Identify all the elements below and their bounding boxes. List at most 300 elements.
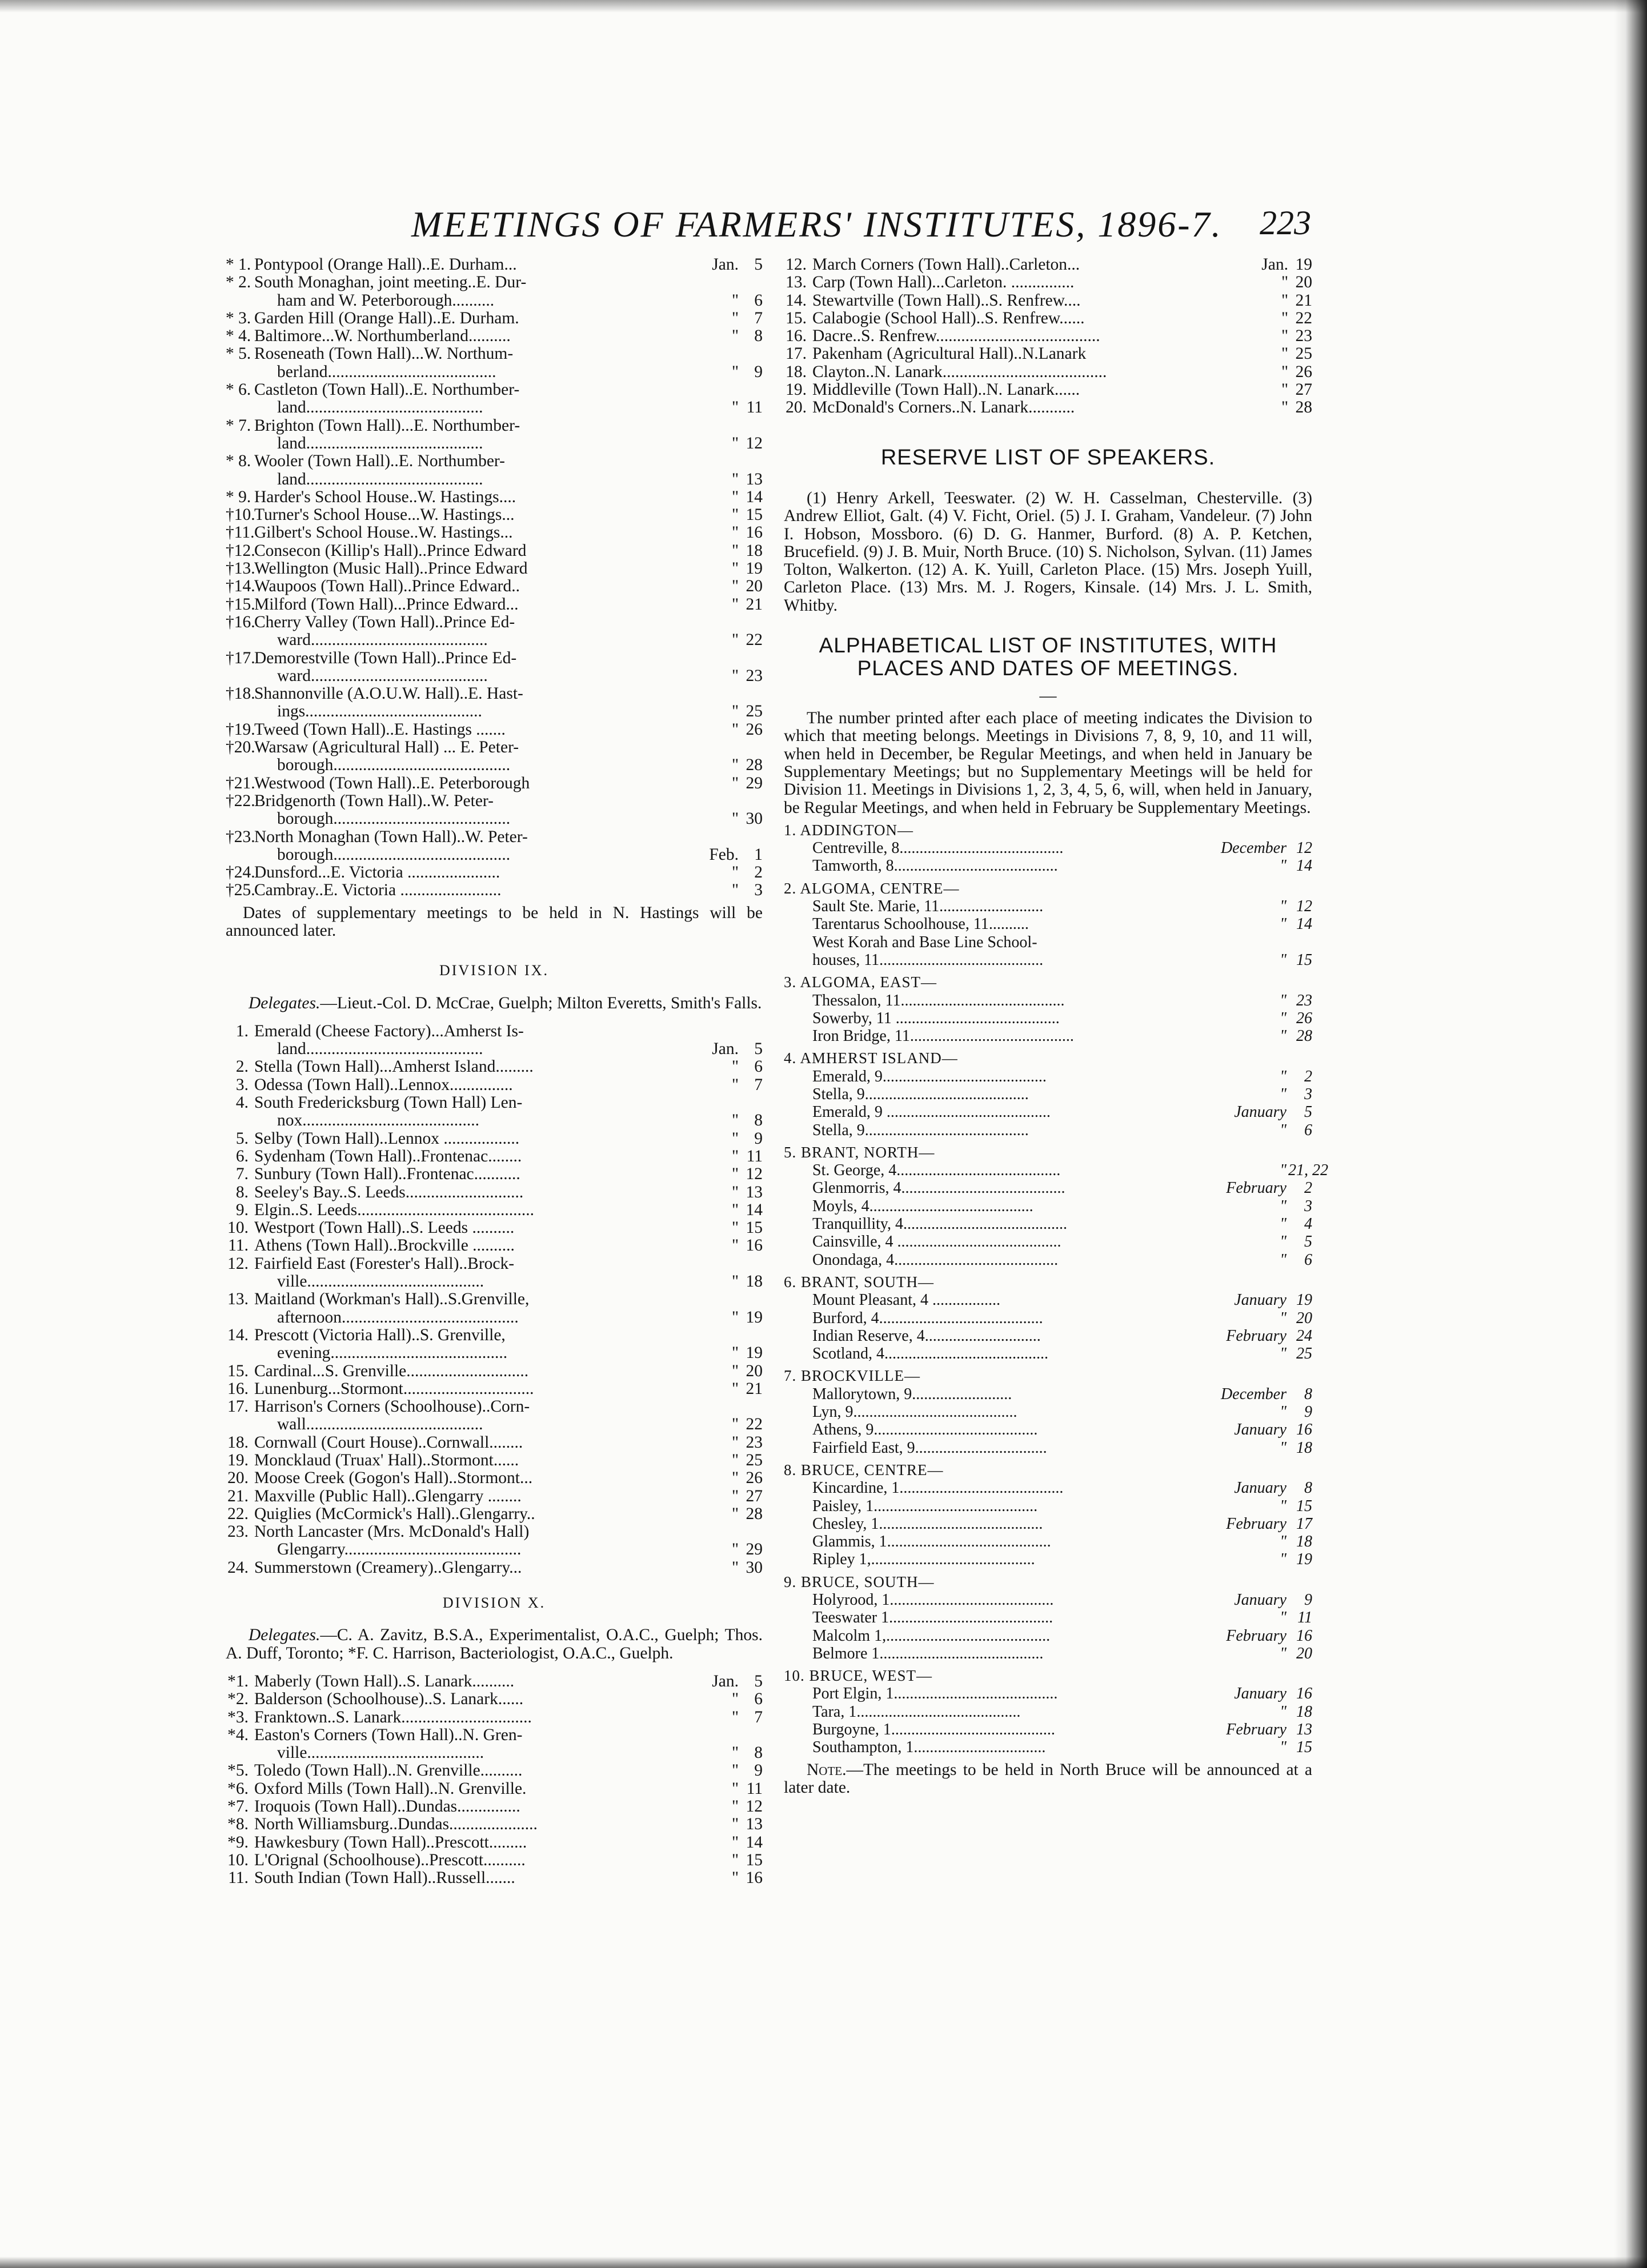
institute-place-row: [784, 1103, 1312, 1121]
institute-place-row: [784, 1121, 1312, 1139]
place-day: 19: [1296, 1291, 1312, 1309]
meeting-month: ": [731, 1690, 739, 1709]
meeting-row: [226, 1505, 763, 1523]
meeting-number: 13.: [227, 1291, 249, 1309]
place-name: Belmore 1.........................................: [812, 1644, 1044, 1662]
meeting-place: Sunbury (Town Hall)..Frontenac...........: [254, 1165, 520, 1184]
place-month: February: [1226, 1514, 1287, 1533]
meeting-row: [226, 1452, 763, 1469]
meeting-month: ": [731, 309, 739, 327]
meeting-month: ": [731, 881, 739, 900]
place-month: ": [1280, 1251, 1287, 1269]
delegates-text: —C. A. Zavitz, B.S.A., Experimentalist, O.A.C., Guelph; Thos. A. Duff, Toronto; *F. C. Harrison, Bacteriologist, O.A.C., Guelph.: [226, 1626, 763, 1662]
institute-place-row: [784, 1027, 1312, 1045]
institute-group: [784, 1461, 1312, 1569]
meeting-row: [226, 1380, 763, 1398]
place-day: 2: [1304, 1179, 1312, 1197]
meeting-number: 17.: [786, 345, 807, 363]
place-day: 18: [1296, 1438, 1312, 1457]
meeting-day: 30: [746, 810, 763, 828]
meeting-day: 20: [1295, 274, 1312, 292]
meeting-row: [226, 1291, 763, 1308]
place-name: houses, 11.........................................: [812, 951, 1044, 969]
meeting-place: land..........................................: [277, 470, 483, 488]
place-day: 20: [1296, 1309, 1312, 1327]
place-month: ": [1280, 1438, 1287, 1457]
meeting-number: 11.: [228, 1237, 249, 1255]
place-name: Cainsville, 4 .........................................: [812, 1233, 1061, 1251]
place-month: ": [1280, 915, 1287, 933]
meeting-number: †18.: [226, 685, 255, 703]
place-month: ": [1280, 1067, 1287, 1085]
meeting-place: Pontypool (Orange Hall)..E. Durham...: [254, 256, 517, 274]
place-day: 18: [1296, 1702, 1312, 1721]
place-day: 16: [1296, 1626, 1312, 1645]
bruce-north-note: [784, 1761, 1312, 1797]
meeting-place: ings..........................................: [277, 703, 482, 721]
meeting-place: North Lancaster (Mrs. McDonald's Hall): [254, 1523, 530, 1541]
meeting-row: [226, 810, 763, 828]
meeting-number: 3.: [235, 1076, 249, 1094]
meeting-place: Oxford Mills (Town Hall)..N. Grenville.: [254, 1780, 527, 1798]
alphabetical-title-line2: PLACES AND DATES OF MEETINGS.: [857, 656, 1239, 680]
place-month: ": [1280, 1121, 1287, 1139]
alphabetical-list-title: [784, 634, 1312, 680]
meeting-month: ": [731, 1201, 739, 1219]
meeting-month: ": [731, 1308, 739, 1327]
place-day: 3: [1304, 1197, 1312, 1215]
meeting-row: [226, 399, 763, 416]
meeting-place: McDonald's Corners..N. Lanark...........: [812, 399, 1075, 417]
place-month: ": [1280, 897, 1287, 916]
meeting-row: [226, 327, 763, 345]
institute-place-row: [784, 1591, 1312, 1609]
place-name: Sault Ste. Marie, 11..........................: [812, 897, 1044, 916]
institute-name: 8. BRUCE, CENTRE—: [784, 1461, 944, 1478]
meeting-number: 10.: [227, 1219, 249, 1237]
meeting-day: 13: [746, 1183, 763, 1201]
meeting-place: Waupoos (Town Hall)..Prince Edward..: [254, 578, 520, 596]
meeting-place: Turner's School House...W. Hastings...: [254, 506, 515, 524]
meeting-day: 14: [746, 488, 763, 506]
place-name: West Korah and Base Line School-: [812, 933, 1037, 951]
meeting-number: 8.: [235, 1183, 249, 1201]
place-day: 19: [1296, 1550, 1312, 1569]
institute-group: [784, 880, 1312, 969]
institute-place-row: [784, 1421, 1312, 1438]
place-name: Emerald, 9 .........................................: [812, 1103, 1051, 1121]
institute-group: [784, 973, 1312, 1045]
place-month: ": [1280, 1550, 1287, 1569]
place-month: January: [1234, 1479, 1287, 1497]
place-name: Holyrood, 1.........................................: [812, 1591, 1054, 1609]
meeting-place: Baltimore...W. Northumberland..........: [254, 327, 511, 346]
meeting-number: 15.: [227, 1362, 249, 1380]
place-name: Moyls, 4.........................................: [812, 1197, 1033, 1215]
meeting-month: ": [731, 756, 739, 775]
meeting-place: land..........................................: [277, 434, 483, 452]
place-day: 6: [1304, 1251, 1312, 1269]
place-day: 6: [1304, 1121, 1312, 1139]
meeting-place: ward..........................................: [277, 631, 488, 650]
place-month: December: [1220, 1385, 1287, 1403]
division-x-delegates: [226, 1626, 763, 1662]
meeting-place: Middleville (Town Hall)..N. Lanark......: [812, 381, 1080, 399]
meeting-number: 19.: [786, 381, 807, 399]
place-day: 14: [1296, 915, 1312, 933]
meeting-number: * 1.: [226, 256, 251, 274]
meeting-row: [226, 1709, 763, 1726]
meeting-place: Maitland (Workman's Hall)..S.Grenville,: [254, 1291, 530, 1309]
institute-name: 1. ADDINGTON—: [784, 821, 913, 839]
meeting-place: Castleton (Town Hall)..E. Northumber-: [254, 381, 520, 399]
meeting-number: 5.: [235, 1129, 249, 1148]
meeting-place: South Indian (Town Hall)..Russell.......: [254, 1869, 515, 1888]
meeting-month: ": [731, 1780, 739, 1798]
meeting-place: Demorestville (Town Hall)..Prince Ed-: [254, 649, 517, 667]
meeting-month: ": [731, 1273, 739, 1291]
meeting-month: ": [731, 1744, 739, 1762]
meeting-row: [226, 721, 763, 739]
meeting-row: [784, 363, 1312, 381]
place-month: ": [1280, 1702, 1287, 1721]
meeting-number: 16.: [786, 327, 807, 346]
place-name: Emerald, 9.........................................: [812, 1067, 1047, 1085]
meeting-number: * 7.: [226, 416, 251, 435]
meeting-month: ": [731, 1147, 739, 1165]
meeting-number: * 5.: [226, 345, 251, 363]
place-name: Burford, 4.........................................: [812, 1309, 1043, 1327]
meeting-place: Stewartville (Town Hall)..S. Renfrew....: [812, 291, 1081, 310]
place-month: ": [1280, 1161, 1287, 1180]
meeting-place: Westport (Town Hall)..S. Leeds ..........: [254, 1219, 515, 1237]
place-month: ": [1280, 1027, 1287, 1045]
place-month: January: [1234, 1291, 1287, 1309]
meeting-number: †17.: [226, 649, 255, 667]
meeting-row: [226, 1416, 763, 1433]
meeting-place: Wellington (Music Hall)..Prince Edward: [254, 560, 528, 578]
place-month: January: [1234, 1103, 1287, 1121]
reserve-list-title: RESERVE LIST OF SPEAKERS.: [880, 445, 1216, 470]
meeting-row: [226, 1237, 763, 1255]
meeting-number: * 3.: [226, 309, 251, 327]
meeting-place: Cornwall (Court House)..Cornwall........: [254, 1433, 523, 1452]
meeting-row: [226, 650, 763, 667]
place-day: 23: [1296, 991, 1312, 1009]
place-name: Malcolm 1,.........................................: [812, 1626, 1051, 1645]
meeting-month: ": [1281, 399, 1288, 417]
meeting-row: [226, 1541, 763, 1558]
meeting-day: 14: [746, 1201, 763, 1219]
place-name: Iron Bridge, 11.........................................: [812, 1027, 1074, 1045]
meeting-place: South Monaghan, joint meeting..E. Dur-: [254, 274, 527, 292]
meeting-row: [226, 1058, 763, 1076]
meeting-number: †25.: [226, 881, 255, 900]
meeting-month: ": [731, 1505, 739, 1523]
place-day: 16: [1296, 1685, 1312, 1703]
meeting-month: ": [731, 774, 739, 792]
meeting-row: [226, 488, 763, 506]
meeting-row: [226, 703, 763, 720]
meeting-number: *7.: [227, 1798, 249, 1816]
place-name: Thessalon, 11.........................................: [812, 991, 1065, 1009]
meeting-row: [226, 792, 763, 810]
meeting-row: [226, 1184, 763, 1201]
institute-group: [784, 1573, 1312, 1662]
meeting-day: 23: [746, 667, 763, 685]
place-month: ": [1280, 1403, 1287, 1421]
institute-place-row: [784, 933, 1312, 951]
place-month: February: [1226, 1179, 1287, 1197]
meeting-month: ": [731, 488, 739, 506]
meeting-row: [226, 739, 763, 756]
meeting-month: ": [731, 327, 739, 346]
institute-place-row: [784, 1497, 1312, 1515]
meeting-number: 9.: [235, 1201, 249, 1219]
meeting-row: [226, 1165, 763, 1183]
meeting-day: 25: [1295, 345, 1312, 363]
page-title: MEETINGS OF FARMERS' INSTITUTES, 1896-7.: [411, 204, 1223, 245]
meeting-row: [226, 1744, 763, 1762]
meeting-place: Seeley's Bay..S. Leeds............................: [254, 1183, 524, 1201]
meeting-month: ": [731, 524, 739, 542]
meeting-row: [226, 524, 763, 542]
meeting-day: 5: [754, 1672, 763, 1690]
meeting-day: 25: [746, 703, 763, 721]
meeting-row: [226, 881, 763, 899]
reserve-list-text: (1) Henry Arkell, Teeswater. (2) W. H. Casselman, Chesterville. (3) Andrew Elliot, Galt. (4) V. Ficht, Oriel. (5) J. I. Graham, Vandeleur. (7) John I. Hobson, Mossboro. (6) D. G. Hanmer, Burford. (8) A. P. Ketchen, Brucefield. (9) J. B. Muir, North Bruce. (10) S. Nicholson, Sylvan. (11) James Tolton, Walkerton. (12) A. K. Yuill, Carleton Place. (15) Mrs. Joseph Yuill, Carleton Place. (13) Mrs. M. J. Rogers, Kinsale. (14) Mrs. J. L. Smith, Whitby.: [784, 488, 1312, 615]
meeting-place: Bridgenorth (Town Hall)..W. Peter-: [254, 792, 494, 810]
place-day: 3: [1304, 1085, 1312, 1103]
meeting-month: ": [731, 1219, 739, 1237]
meeting-month: ": [731, 1433, 739, 1452]
meeting-day: 7: [754, 1076, 763, 1094]
meeting-month: ": [731, 1833, 739, 1852]
place-name: Mallorytown, 9.........................: [812, 1385, 1012, 1403]
institute-place-row: [784, 1161, 1328, 1180]
institute-place-row: [784, 1385, 1312, 1403]
meeting-day: 22: [1295, 309, 1312, 327]
meeting-number: *6.: [227, 1780, 249, 1798]
meeting-row: [226, 1762, 763, 1780]
meeting-row: [226, 381, 763, 399]
place-name: Tarentarus Schoolhouse, 11..........: [812, 915, 1029, 933]
institute-group: [784, 1143, 1328, 1269]
meeting-row: [226, 596, 763, 614]
meeting-day: 26: [746, 720, 763, 739]
meeting-place: Harrison's Corners (Schoolhouse)..Corn-: [254, 1398, 530, 1416]
meeting-row: [784, 292, 1312, 310]
meeting-row: [226, 1469, 763, 1487]
meeting-place: North Williamsburg..Dundas.....................: [254, 1816, 538, 1834]
place-name: Sowerby, 11 .........................................: [812, 1009, 1060, 1027]
meeting-row: [784, 345, 1312, 363]
meeting-number: 11.: [228, 1869, 249, 1888]
meeting-day: 8: [754, 327, 763, 346]
meeting-number: 2.: [235, 1058, 249, 1076]
meeting-month: ": [731, 1076, 739, 1094]
meeting-day: 29: [746, 774, 763, 792]
meeting-place: land..........................................: [277, 399, 483, 417]
meeting-month: ": [731, 1541, 739, 1559]
meeting-place: Balderson (Schoolhouse)..S. Lanark......: [254, 1690, 524, 1709]
meeting-number: 14.: [227, 1326, 249, 1344]
meeting-month: Jan.: [1261, 256, 1288, 274]
meeting-number: 17.: [227, 1398, 249, 1416]
meeting-number: †16.: [226, 613, 255, 631]
institute-place-row: [784, 1403, 1312, 1421]
place-month: January: [1234, 1591, 1287, 1609]
meeting-day: 23: [1295, 327, 1312, 346]
place-name: Ripley 1,.........................................: [812, 1550, 1035, 1569]
meeting-place: Carp (Town Hall)...Carleton. ...............: [812, 274, 1075, 292]
place-name: Onondaga, 4.........................................: [812, 1251, 1059, 1269]
institutes-list: [784, 821, 1328, 1757]
meeting-place: evening..........................................: [277, 1344, 508, 1363]
place-day: 16: [1296, 1421, 1312, 1439]
meeting-place: Franktown..S. Lanark...............................: [254, 1708, 532, 1726]
place-day: 28: [1296, 1027, 1312, 1045]
meeting-place: Calabogie (School Hall)..S. Renfrew......: [812, 309, 1085, 327]
meeting-place: Iroquois (Town Hall)..Dundas...............: [254, 1798, 520, 1816]
meeting-month: ": [731, 1558, 739, 1577]
institute-name: 7. BROCKVILLE—: [784, 1367, 920, 1385]
meeting-place: borough..........................................: [277, 756, 511, 775]
meeting-number: *8.: [227, 1816, 249, 1834]
division-x-continued-meetings: [784, 256, 1312, 417]
meeting-day: 26: [746, 1469, 763, 1488]
meeting-place: ville..........................................: [277, 1744, 484, 1762]
meeting-day: 5: [754, 1040, 763, 1059]
meeting-day: 30: [746, 1558, 763, 1577]
meeting-row: [226, 1726, 763, 1744]
place-day: 12: [1296, 897, 1312, 916]
meeting-day: 9: [754, 363, 763, 381]
place-month: ": [1280, 1497, 1287, 1515]
institute-name: 3. ALGOMA, EAST—: [784, 973, 937, 991]
meeting-day: 9: [754, 1762, 763, 1780]
left-column: [226, 256, 763, 1888]
supplementary-note: Dates of supplementary meetings to be held in N. Hastings will be announced later.: [226, 903, 763, 940]
meeting-number: 24.: [227, 1558, 249, 1577]
meeting-month: Jan.: [712, 1040, 739, 1059]
meeting-day: 9: [754, 1129, 763, 1148]
meeting-number: *1.: [227, 1672, 249, 1690]
meeting-number: †22.: [226, 792, 255, 810]
meeting-row: [226, 1398, 763, 1416]
meeting-row: [226, 542, 763, 560]
meeting-row: [226, 292, 763, 310]
meeting-month: ": [731, 1112, 739, 1130]
place-month: ": [1280, 1644, 1287, 1662]
meeting-day: 15: [746, 1851, 763, 1869]
institute-place-row: [784, 1515, 1312, 1533]
place-name: Port Elgin, 1.........................................: [812, 1685, 1058, 1703]
division-viii-meetings: [226, 256, 763, 900]
meeting-day: 28: [746, 756, 763, 775]
meeting-month: ": [731, 1869, 739, 1888]
meeting-number: 12.: [786, 256, 807, 274]
meeting-place: Maxville (Public Hall)..Glengarry ........: [254, 1487, 522, 1505]
meeting-number: 12.: [227, 1255, 249, 1273]
note-label: Note.: [807, 1760, 847, 1779]
meeting-row: [226, 1363, 763, 1380]
note-text: —The meetings to be held in North Bruce will be announced at a later date.: [784, 1760, 1312, 1797]
meeting-day: 15: [746, 1219, 763, 1237]
meeting-place: Pakenham (Agricultural Hall)..N.Lanark: [812, 345, 1087, 363]
meeting-row: [226, 1273, 763, 1291]
meeting-month: ": [731, 1762, 739, 1780]
institute-place-row: [784, 1738, 1312, 1756]
meeting-place: Quiglies (McCormick's Hall)..Glengarry..: [254, 1505, 535, 1523]
institute-name: 4. AMHERST ISLAND—: [784, 1049, 958, 1067]
meeting-place: berland........................................: [277, 363, 496, 381]
meeting-month: ": [731, 291, 739, 310]
place-name: Burgoyne, 1.........................................: [812, 1721, 1055, 1739]
meeting-month: ": [731, 1129, 739, 1148]
delegates-label: Delegates.: [249, 993, 320, 1012]
meeting-day: 5: [754, 256, 763, 274]
meeting-number: 10.: [227, 1851, 249, 1869]
meeting-place: Elgin..S. Leeds..........................................: [254, 1201, 535, 1219]
meeting-row: [784, 274, 1312, 291]
meeting-day: 27: [1295, 381, 1312, 399]
place-name: Scotland, 4.........................................: [812, 1345, 1048, 1363]
meeting-number: 18.: [227, 1433, 249, 1452]
meeting-place: Lunenburg...Stormont...............................: [254, 1380, 534, 1398]
institute-group: [784, 822, 1312, 875]
meeting-number: *9.: [227, 1833, 249, 1852]
meeting-day: 7: [754, 1708, 763, 1726]
place-day: 20: [1296, 1644, 1312, 1662]
meeting-place: Clayton..N. Lanark.......................................: [812, 363, 1107, 381]
meeting-month: ": [731, 631, 739, 650]
scan-edge-top: [0, 0, 1647, 13]
scan-edge-bottom: [0, 2257, 1647, 2268]
alphabetical-title-line1: ALPHABETICAL LIST OF INSTITUTES, WITH: [819, 634, 1277, 658]
meeting-row: [226, 310, 763, 327]
meeting-number: 6.: [235, 1147, 249, 1165]
meeting-place: Athens (Town Hall)..Brockville ..........: [254, 1237, 515, 1255]
meeting-place: South Fredericksburg (Town Hall) Len-: [254, 1094, 523, 1112]
meeting-row: [226, 1309, 763, 1327]
meeting-number: * 6.: [226, 381, 251, 399]
place-day: 5: [1304, 1103, 1312, 1121]
place-month: ": [1280, 1609, 1287, 1627]
meeting-place: North Monaghan (Town Hall)..W. Peter-: [254, 828, 528, 846]
division-x-heading: DIVISION X.: [442, 1594, 546, 1612]
meeting-row: [226, 864, 763, 881]
meeting-place: March Corners (Town Hall)..Carleton...: [812, 256, 1080, 274]
place-month: ": [1280, 1233, 1287, 1251]
meeting-month: ": [1281, 274, 1288, 292]
institute-group: [784, 1049, 1312, 1139]
institute-place-row: [784, 951, 1312, 969]
meeting-row: [226, 828, 763, 846]
meeting-day: 28: [1295, 399, 1312, 417]
meeting-day: 25: [746, 1452, 763, 1469]
meeting-number: †15.: [226, 595, 255, 614]
place-name: Chesley, 1.........................................: [812, 1514, 1043, 1533]
meeting-row: [226, 1798, 763, 1816]
meeting-row: [226, 1255, 763, 1273]
meeting-place: wall..........................................: [277, 1416, 483, 1434]
meeting-day: 16: [746, 1869, 763, 1888]
meeting-month: ": [731, 595, 739, 614]
meeting-place: Glengarry..........................................: [277, 1541, 522, 1559]
meeting-row: [226, 1869, 763, 1887]
meeting-row: [226, 417, 763, 435]
